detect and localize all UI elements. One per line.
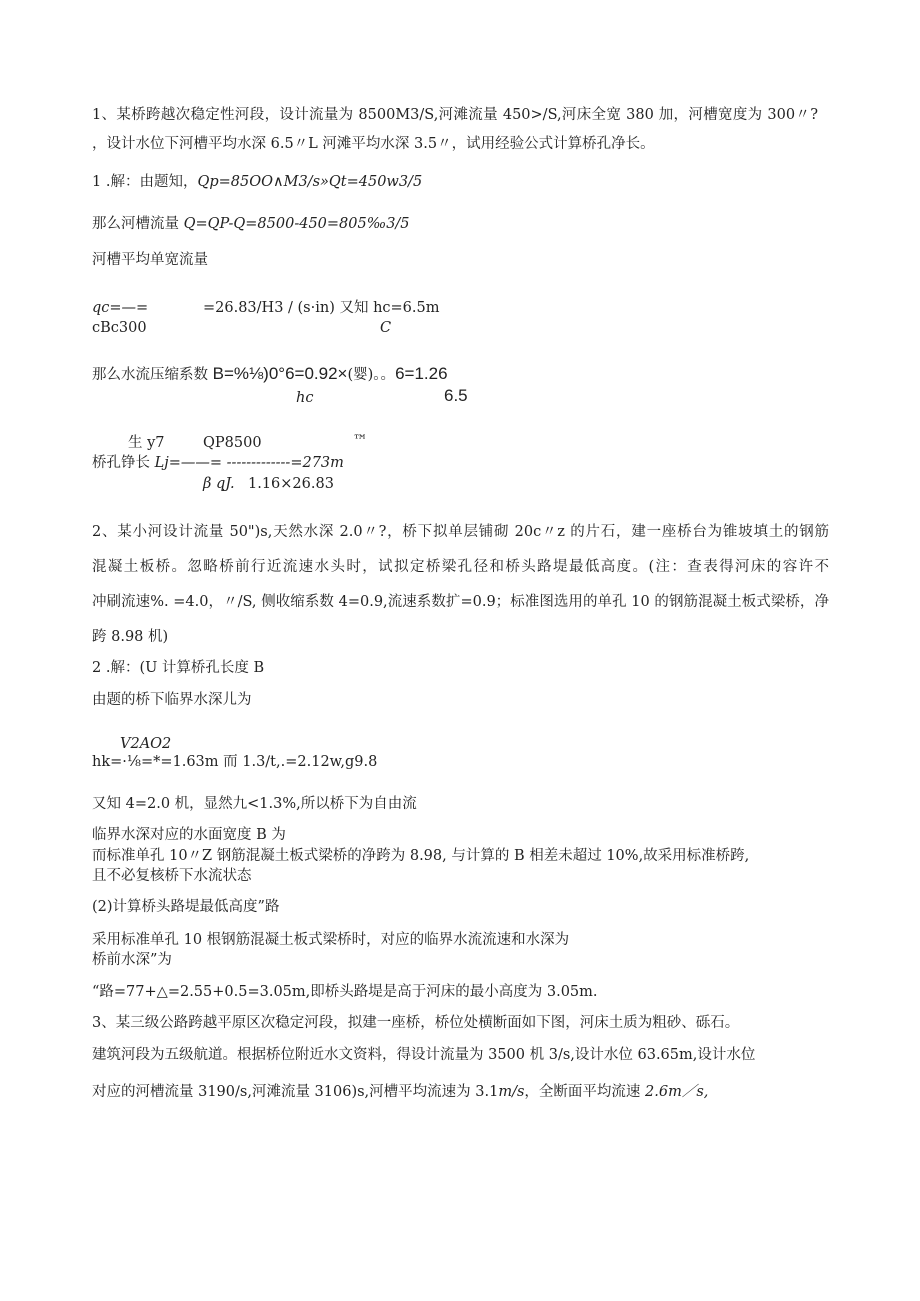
s2-critical-intro: 由题的桥下临界水深儿为 <box>92 692 252 708</box>
s2-width-intro: 临界水深对应的水面宽度 B 为 <box>92 827 286 843</box>
s1-length-denominator-1: β qJ. <box>203 476 235 492</box>
q2-line-3: 冲刷流速%. =4.0，〃/S, 侧收缩系数 4=0.9,流速系数扩=0.9；标准图选用的单孔 10 的钢筋混凝土板式梁桥，净 <box>92 594 829 610</box>
q3-velocity-1: m/s <box>498 1084 525 1100</box>
s1-length-label: 桥孔铮长 <box>92 455 155 471</box>
s1-given: Qp=85OO∧M3/s»Qt=450w3/5 <box>197 174 423 190</box>
q2-line-1: 2、某小河设计流量 50")s,天然水深 2.0〃?，桥下拟单层铺砌 20c〃z 的片石，建一座桥台为锥坡填土的钢筋 <box>92 524 829 540</box>
s1-unit-flow-title: 河槽平均单宽流量 <box>92 252 208 268</box>
s1-title-text: 1 .解：由题知， <box>92 174 198 190</box>
s1-length-top-3: ™ <box>353 433 368 449</box>
s1-compression-mid: (婴)。。 <box>347 367 396 383</box>
s1-length-top-2: QP8500 <box>203 435 262 451</box>
s2-hk-line: hk=·⅛=*=1.63m 而 1.3∕t,.=2.12w,g9.8 <box>92 754 378 770</box>
s1-compression-label: 那么水流压缩系数 <box>92 367 213 383</box>
q3-line-3-mid: ，全断面平均流速 <box>524 1084 646 1100</box>
q3-line-1: 3、某三级公路跨越平原区次稳定河段，拟建一座桥，桥位处横断面如下图，河床土质为粗砂、砾石。 <box>92 1015 740 1031</box>
s2-adopt: 采用标准单孔 10 根钢筋混凝土板式梁桥时，对应的临界水流流速和水深为 <box>92 932 570 948</box>
s1-qc-rhs: =26.83/H3 / (s·in) 又知 hc=6.5m <box>203 300 440 316</box>
s1-length <box>92 453 344 473</box>
s2-standard-span: 而标准单孔 10〃Z 钢筋混凝土板式梁桥的净跨为 8.98, 与计算的 B 相差未超过 10%,故采用标准桥跨, <box>92 848 750 864</box>
s2-height-title: (2)计算桥头路堤最低高度”路 <box>92 899 280 915</box>
q2-line-2: 混凝土板桥。忽略桥前行近流速水头时，试拟定桥梁孔径和桥头路堤最低高度。(注：查表得河床的容许不 <box>92 559 829 575</box>
s1-channel-flow-label: 那么河槽流量 <box>92 216 184 232</box>
q2-line-4: 跨 8.98 机) <box>92 629 169 645</box>
s1-qc-c: C <box>380 320 392 336</box>
s2-no-recheck: 且不必复核桥下水流状态 <box>92 868 252 884</box>
s1-compression <box>92 364 448 385</box>
s1-qc-lhs: qc=—= <box>92 300 149 316</box>
s1-length-formula: Lj=——= -------------=273m <box>154 455 344 471</box>
s1-qc-denominator: cBc300 <box>92 320 147 336</box>
s1-length-top-1: 生 y7 <box>128 435 165 451</box>
s2-height-result: “路=77+△=2.55+0.5=3.05m,即桥头路堤是高于河床的最小高度为 3.05m. <box>92 984 598 1000</box>
s2-hk-top: V2AO2 <box>120 736 172 752</box>
s1-compression-hc: hc <box>296 390 314 406</box>
s2-free-flow: 又知 4=2.0 机，显然九<1.3%,所以桥下为自由流 <box>92 796 417 812</box>
s1-channel-flow <box>92 214 410 234</box>
s1-channel-flow-formula: Q=QP-Q=8500-450=805‰3/5 <box>183 216 410 232</box>
s1-compression-result: 6=1.26 <box>395 364 448 383</box>
q1-line-1: 1、某桥跨越次稳定性河段，设计流量为 8500M3/S,河滩流量 450>/S,河床全宽 380 加，河槽宽度为 300〃? <box>92 107 818 123</box>
q3-line-3-text: 对应的河槽流量 3190∕s,河滩流量 3106)s,河槽平均流速为 3.1 <box>92 1084 499 1100</box>
s1-length-denominator-2: 1.16×26.83 <box>248 476 334 492</box>
s2-front-depth: 桥前水深”为 <box>92 952 172 968</box>
q3-line-2: 建筑河段为五级航道。根据桥位附近水文资料，得设计流量为 3500 机 3/s,设计水位 63.65m,设计水位 <box>92 1047 756 1063</box>
s2-title: 2 .解：(U 计算桥孔长度 B <box>92 660 265 676</box>
q3-line-3 <box>92 1082 708 1102</box>
s1-compression-formula: B=%⅛)0°6=0.92× <box>212 364 348 383</box>
s1-compression-denominator: 6.5 <box>444 386 468 405</box>
q1-line-2: ，设计水位下河槽平均水深 6.5〃L 河滩平均水深 3.5〃，试用经验公式计算桥孔净长。 <box>92 136 655 152</box>
s1-title <box>92 172 422 192</box>
q3-velocity-2: 2.6m／s, <box>645 1084 709 1100</box>
